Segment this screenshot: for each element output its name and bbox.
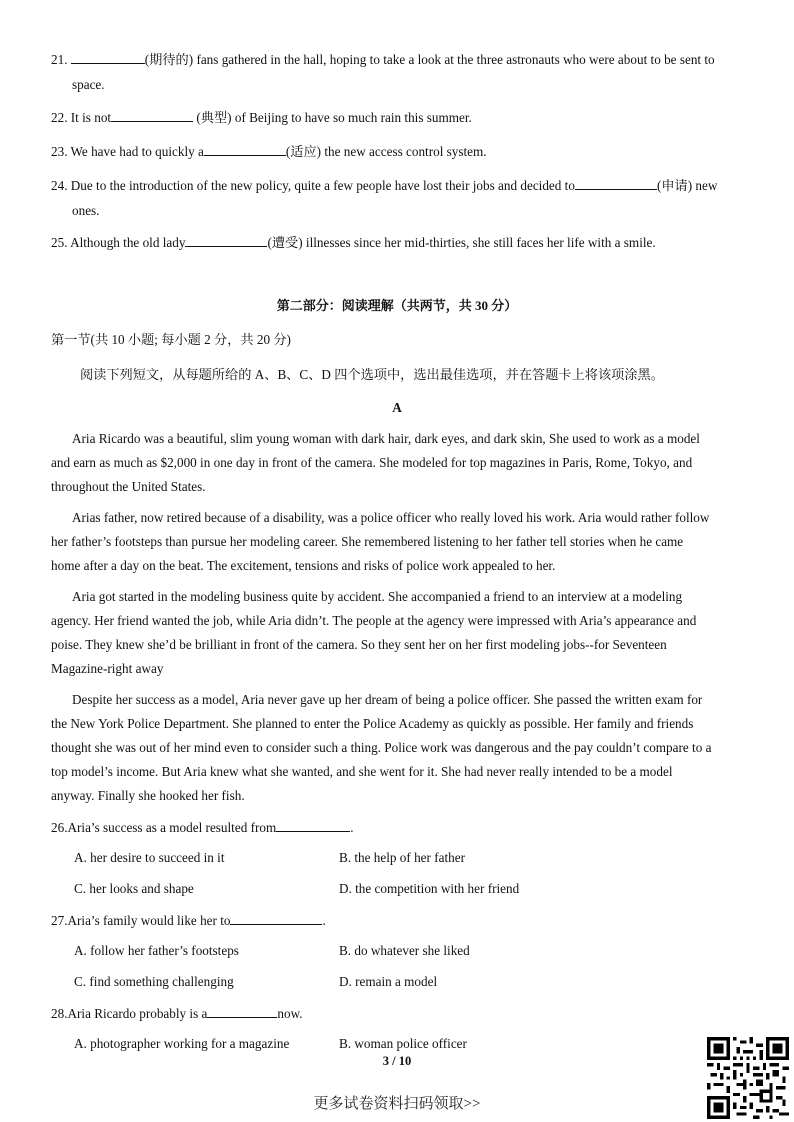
paragraph-3-line-3: poise. They knew she’d be brilliant in front of the camera. So they sent her on her first modeling jobs--for Seventeen	[51, 637, 667, 652]
question-text: fans gathered in the hall, hoping to take a look at the three astronauts who were about to be sent to	[196, 52, 715, 67]
paragraph-2-line-2: her father’s footsteps than pursue her modeling career. She remembered listening to her father tell stories when he came	[51, 534, 684, 549]
paragraph-4-line-2: the New York Police Department. She planned to enter the Police Academy as quickly as possible. Her family and friends	[51, 716, 694, 731]
paragraph-4-line-4: top model’s income. But Aria knew what she wanted, and she went for it. She had never really intended to be a model	[51, 764, 673, 779]
answer-blank	[185, 234, 267, 247]
answer-blank	[276, 819, 350, 832]
q28-option-b: B. woman police officer	[339, 1036, 467, 1051]
qr-code-icon[interactable]	[707, 1037, 789, 1119]
paragraph-4-line-1: Despite her success as a model, Aria never gave up her dream of being a police officer. She passed the written exam for	[72, 692, 703, 707]
q27-option-b: B. do whatever she liked	[339, 943, 470, 958]
q27-option-a: A. follow her father’s footsteps	[74, 943, 239, 958]
paragraph-3-line-4: Magazine-right away	[51, 661, 164, 676]
question-26-stem: 26.Aria’s success as a model resulted from .	[51, 820, 354, 835]
paragraph-3-line-2: agency. Her friend wanted the job, while Aria didn’t. The people at the agency were impressed with Aria’s appearance and	[51, 613, 697, 628]
answer-blank	[575, 177, 657, 190]
paragraph-1-line-2: and earn as much as $2,000 in one day in front of the camera. She modeled for top magazines in Paris, Rome, Tokyo, and	[51, 455, 693, 470]
question-21-cont: space.	[72, 77, 105, 92]
answer-blank	[71, 51, 145, 64]
page-number: 3 / 10	[382, 1054, 412, 1068]
paragraph-4-line-3: thought she was out of her mind even to consider such a thing. Police work was dangerous and the pay couldn’t compare to a	[51, 740, 712, 755]
paragraph-1-line-3: throughout the United States.	[51, 479, 206, 494]
question-28-stem: 28.Aria Ricardo probably is a now.	[51, 1006, 303, 1021]
q26-option-a: A. her desire to succeed in it	[74, 850, 225, 865]
question-number: 21.	[51, 52, 68, 67]
question-23: 23. We have had to quickly a (适应) the new access control system.	[51, 144, 487, 159]
paragraph-4-line-5: anyway. Finally she hooked her fish.	[51, 788, 245, 803]
question-21	[51, 51, 715, 68]
paragraph-3-line-1: Aria got started in the modeling business quite by accident. She accompanied a friend to an interview at a modeling	[72, 589, 683, 604]
q27-option-c: C. find something challenging	[74, 974, 234, 989]
footer-promo-text: 更多试卷资料扫码领取>>	[313, 1096, 481, 1112]
question-22: 22. It is not (典型) of Beijing to have so much rain this summer.	[51, 110, 472, 125]
passage-label: A	[392, 400, 402, 415]
question-27-stem: 27.Aria’s family would like her to .	[51, 913, 326, 928]
q27-option-d: D. remain a model	[339, 974, 438, 989]
paragraph-2-line-1: Arias father, now retired because of a disability, was a police officer who really loved his work. Aria would rather follow	[72, 510, 710, 525]
paragraph-1-line-1: Aria Ricardo was a beautiful, slim young woman with dark hair, dark eyes, and dark skin, She used to work as a model	[72, 431, 700, 446]
answer-blank	[207, 1005, 277, 1018]
answer-blank	[230, 912, 322, 925]
answer-blank	[204, 143, 286, 156]
section-subtitle: 第一节(共 10 小题; 每小题 2 分，共 20 分)	[51, 332, 291, 347]
q28-option-a: A. photographer working for a magazine	[74, 1036, 290, 1051]
question-24: 24. Due to the introduction of the new policy, quite a few people have lost their jobs and decided to (申请) new	[51, 178, 718, 193]
instruction-text: 阅读下列短文，从每题所给的 A、B、C、D 四个选项中，选出最佳选项，并在答题卡上将该项涂黑。	[80, 367, 664, 382]
question-25: 25. Although the old lady (遭受) illnesses since her mid-thirties, she still faces her life with a smile.	[51, 235, 656, 250]
answer-blank	[111, 109, 193, 122]
question-24-cont: ones.	[72, 203, 100, 218]
q26-option-b: B. the help of her father	[339, 850, 465, 865]
q26-option-d: D. the competition with her friend	[339, 881, 520, 896]
chinese-hint: (期待的)	[144, 52, 194, 67]
q26-option-c: C. her looks and shape	[74, 881, 194, 896]
paragraph-2-line-3: home after a day on the beat. The excitement, tensions and risks of police work appealed to her.	[51, 558, 556, 573]
section-title: 第二部分：阅读理解（共两节，共 30 分）	[276, 298, 518, 313]
